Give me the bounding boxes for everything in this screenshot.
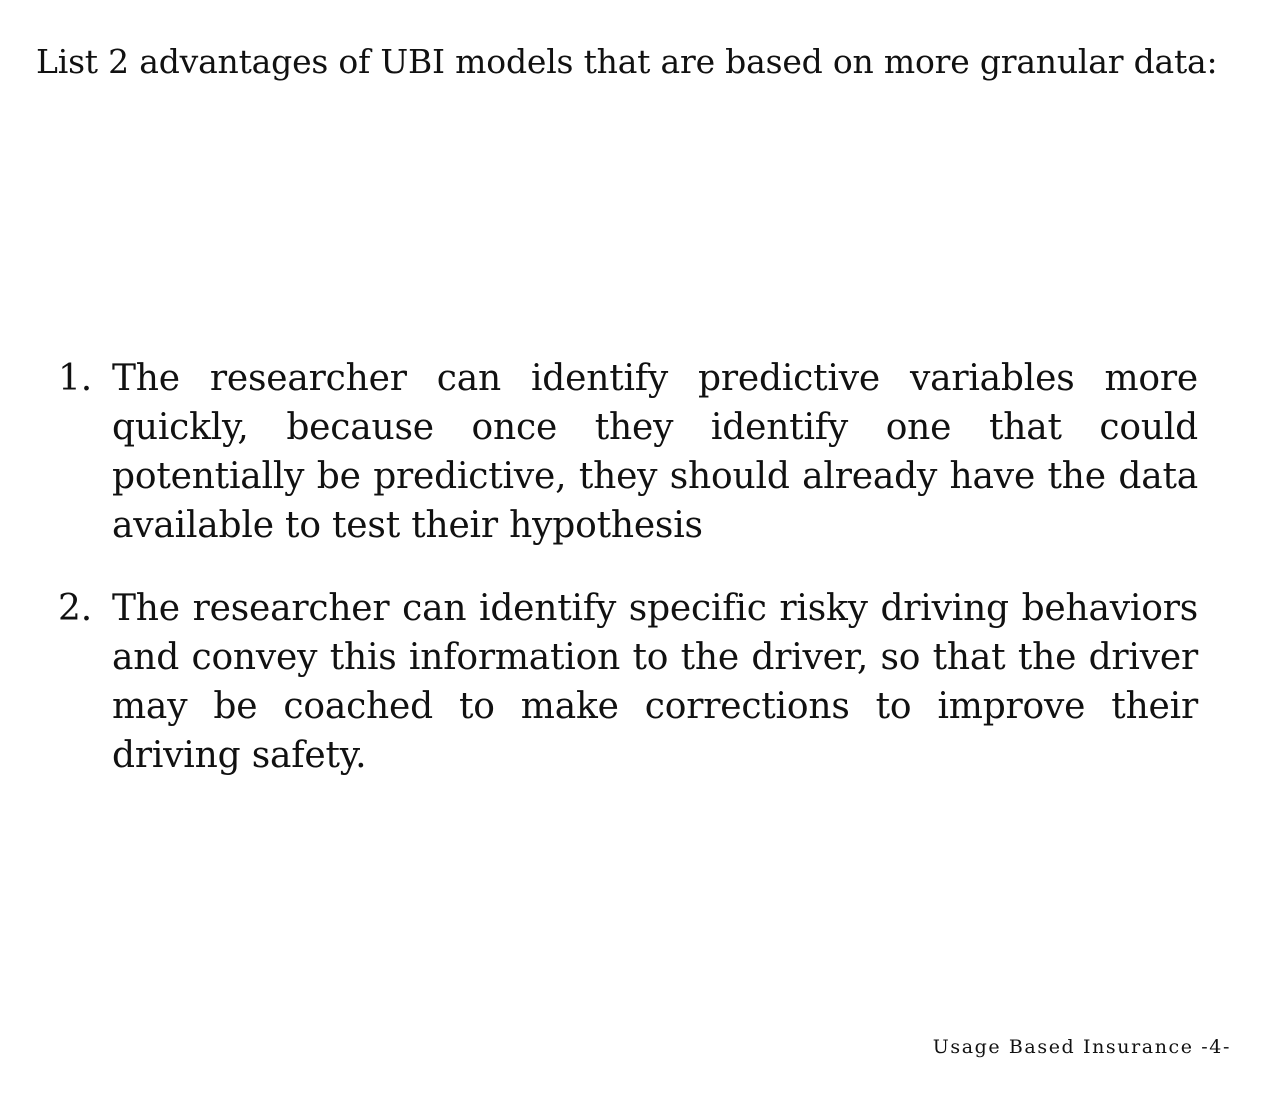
page-footer: Usage Based Insurance -4- bbox=[932, 1036, 1231, 1058]
answer-item bbox=[58, 584, 1198, 780]
answer-item bbox=[58, 354, 1198, 550]
question-text: List 2 advantages of UBI models that are based on more granular data: bbox=[36, 42, 1218, 81]
answer-number: 1. bbox=[58, 358, 92, 399]
answer-text: The researcher can identify predictive variables more quickly, because once they identify one that could potentially be predictive, they should already have the data available to test their hypothesis bbox=[112, 358, 1198, 546]
answer-list bbox=[58, 354, 1198, 780]
answer-number: 2. bbox=[58, 588, 92, 629]
answer-text: The researcher can identify specific risky driving behaviors and convey this information to the driver, so that the driver may be coached to make corrections to improve their driving safety. bbox=[112, 588, 1198, 776]
